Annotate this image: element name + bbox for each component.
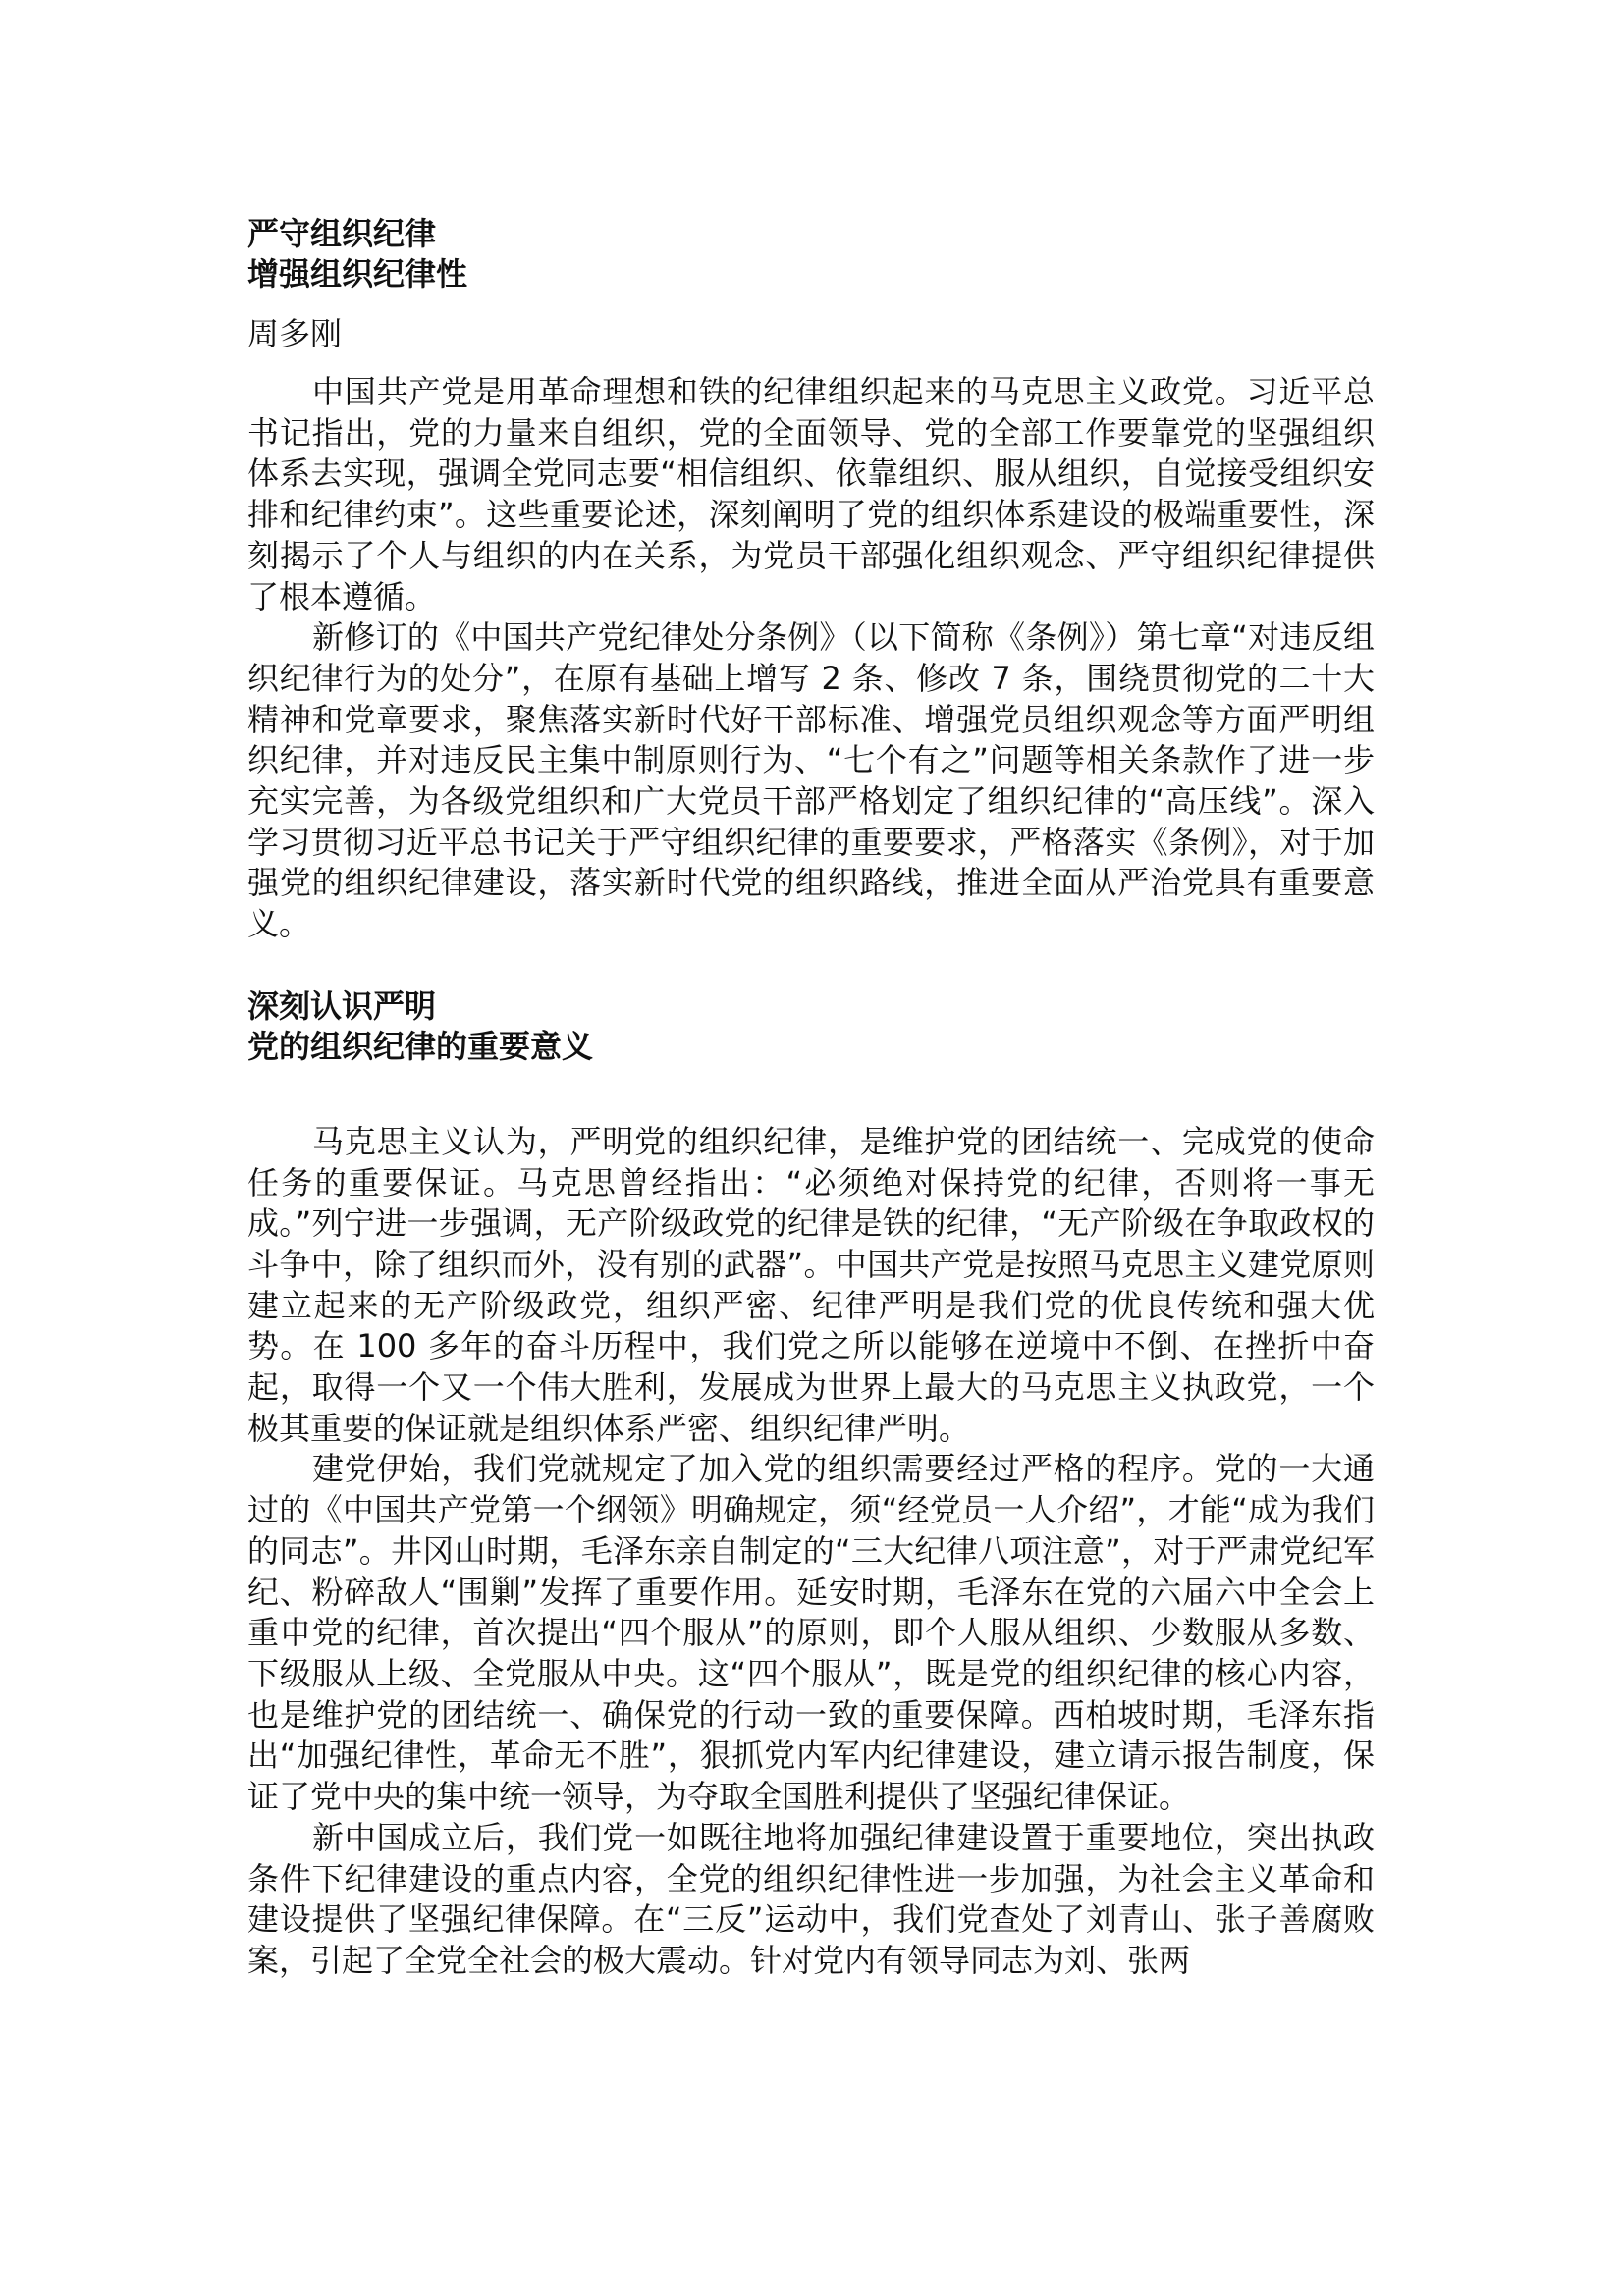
section-paragraph: 建党伊始，我们党就规定了加入党的组织需要经过严格的程序。党的一大通过的《中国共产党第一个纲领》明确规定，须“经党员一人介绍”，才能“成为我们的同志”。井冈山时期，毛泽东亲自制定的“三大纪律八项注意”，对于严肃党纪军纪、粉碎敌人“围剿”发挥了重要作用。延安时期，毛泽东在党的六届六中全会上重申党的纪律，首次提出“四个服从”的原则，即个人服从组织、少数服从多数、下级服从上级、全党服从中央。这“四个服从”，既是党的组织纪律的核心内容，也是维护党的团结统一、确保党的行动一致的重要保障。西柏坡时期，毛泽东指出“加强纪律性，革命无不胜”，狠抓党内军内纪律建设，建立请示报告制度，保证了党中央的集中统一领导，为夺取全国胜利提供了坚强纪律保证。	[247, 1450, 1375, 1816]
section-spacer	[247, 945, 1375, 987]
article-title	[247, 214, 1375, 294]
section-paragraph: 马克思主义认为，严明党的组织纪律，是维护党的团结统一、完成党的使命任务的重要保证。马克思曾经指出：“必须绝对保持党的纪律，否则将一事无成。”列宁进一步强调，无产阶级政党的纪律是铁的纪律，“无产阶级在争取政权的斗争中，除了组织而外，没有别的武器”。中国共产党是按照马克思主义建党原则建立起来的无产阶级政党，组织严密、纪律严明是我们党的优良传统和强大优势。在 100 多年的奋斗历程中，我们党之所以能够在逆境中不倒、在挫折中奋起，取得一个又一个伟大胜利，发展成为世界上最大的马克思主义执政党，一个极其重要的保证就是组织体系严密、组织纪律严明。	[247, 1122, 1375, 1447]
article-title-line-2: 增强组织纪律性	[247, 255, 468, 293]
intro-paragraph: 中国共产党是用革命理想和铁的纪律组织起来的马克思主义政党。习近平总书记指出，党的力量来自组织，党的全面领导、党的全部工作要靠党的坚强组织体系去实现，强调全党同志要“相信组织、依靠组织、服从组织，自觉接受组织安排和纪律约束”。这些重要论述，深刻阐明了党的组织体系建设的极端重要性，深刻揭示了个人与组织的内在关系，为党员干部强化组织观念、严守组织纪律提供了根本遵循。	[247, 373, 1375, 615]
section-paragraph: 新中国成立后，我们党一如既往地将加强纪律建设置于重要地位，突出执政条件下纪律建设的重点内容，全党的组织纪律性进一步加强，为社会主义革命和建设提供了坚强纪律保障。在“三反”运动中，我们党查处了刘青山、张子善腐败案，引起了全党全社会的极大震动。针对党内有领导同志为刘、张两	[247, 1818, 1375, 1979]
section-heading-line-1: 深刻认识严明	[247, 987, 437, 1025]
section-heading	[247, 987, 1375, 1067]
heading-spacer	[247, 1067, 1375, 1122]
intro-paragraph: 新修订的《中国共产党纪律处分条例》（以下简称《条例》）第七章“对违反组织纪律行为的处分”，在原有基础上增写 2 条、修改 7 条，围绕贯彻党的二十大精神和党章要求，聚焦落实新时代好干部标准、增强党员组织观念等方面严明组织纪律，并对违反民主集中制原则行为、“七个有之”问题等相关条款作了进一步充实完善，为各级党组织和广大党员干部严格划定了组织纪律的“高压线”。深入学习贯彻习近平总书记关于严守组织纪律的重要要求，严格落实《条例》，对于加强党的组织纪律建设，落实新时代党的组织路线，推进全面从严治党具有重要意义。	[247, 618, 1375, 943]
article-page	[247, 214, 1375, 1982]
article-author: 周多刚	[247, 315, 343, 352]
article-title-line-1: 严守组织纪律	[247, 215, 437, 252]
section-heading-line-2: 党的组织纪律的重要意义	[247, 1027, 594, 1065]
